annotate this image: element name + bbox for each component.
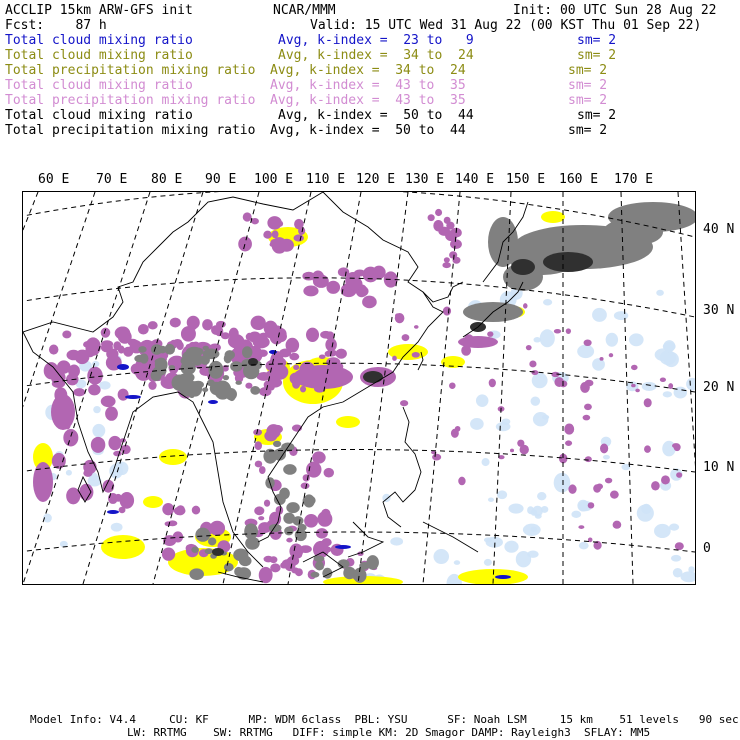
legend-smoothing: sm= 2: [577, 108, 617, 123]
cloud-patch: [336, 349, 347, 359]
deep-cloud-patch: [169, 365, 176, 369]
coastline: [23, 192, 323, 332]
light-cloud-patch: [671, 555, 681, 562]
legend-avg-range: Avg, k-index = 34 to 24: [278, 48, 474, 63]
light-cloud-patch: [654, 524, 671, 538]
cloud-patch: [455, 426, 461, 432]
deep-cloud-patch: [138, 346, 146, 353]
cloud-patch: [238, 237, 252, 252]
cloud-patch: [324, 468, 334, 478]
longitude-label: 140 E: [455, 172, 495, 187]
run-title: ACCLIP 15km ARW-GFS init: [5, 3, 193, 18]
legend-avg-range: Avg, k-index = 34 to 24: [270, 63, 466, 78]
cloud-patch: [644, 445, 651, 452]
cloud-patch: [529, 361, 536, 368]
high-cloud-patch: [117, 364, 129, 370]
deep-cloud-patch: [225, 350, 235, 359]
light-cloud-patch: [454, 560, 460, 565]
cloud-patch: [243, 212, 252, 221]
cloud-patch: [588, 502, 595, 508]
latitude-label: 40 N: [703, 222, 735, 237]
cloud-patch: [301, 483, 310, 489]
light-cloud-patch: [603, 455, 610, 460]
cloud-patch: [523, 303, 528, 308]
deep-cloud-patch: [293, 516, 304, 526]
center-title: NCAR/MMM: [273, 3, 336, 18]
high-cloud-patch: [125, 395, 141, 399]
legend-smoothing: sm= 2: [568, 63, 608, 78]
cloud-patch: [118, 389, 129, 401]
cloud-patch: [289, 353, 299, 361]
light-cloud-patch: [629, 333, 644, 346]
cloud-patch: [303, 286, 318, 297]
deep-cloud-patch: [224, 563, 234, 571]
light-cloud-patch: [99, 381, 110, 389]
legend-field-name: Total cloud mixing ratio: [5, 108, 193, 123]
cloud-patch: [414, 325, 419, 329]
cloud-patch: [584, 339, 592, 346]
cloud-patch: [458, 336, 498, 348]
cloud-patch: [554, 329, 561, 334]
deep-cloud-patch: [223, 375, 229, 380]
cloud-patch: [293, 365, 353, 389]
cloud-patch: [585, 380, 594, 387]
high-cloud-patch: [335, 545, 351, 549]
coastline: [288, 192, 443, 447]
deep-cloud-patch: [250, 386, 260, 395]
cloud-patch: [510, 449, 514, 453]
cloud-patch: [312, 451, 326, 463]
cloud-fields: [33, 202, 695, 584]
cloud-patch: [325, 338, 337, 351]
light-cloud-patch: [496, 422, 511, 431]
deep-cloud-patch: [311, 572, 320, 578]
init-time: Init: 00 UTC Sun 28 Aug 22: [513, 3, 717, 18]
map-panel: [22, 191, 696, 585]
legend-avg-range: Avg, k-index = 50 to 44: [270, 123, 466, 138]
cloud-patch: [286, 538, 292, 543]
light-cloud-patch: [664, 352, 679, 367]
legend-smoothing: sm= 2: [568, 93, 608, 108]
cloud-patch: [270, 239, 280, 248]
cloud-patch: [613, 521, 622, 529]
high-cloud-patch: [495, 575, 511, 579]
cloud-patch: [108, 436, 121, 450]
cloud-patch: [449, 382, 456, 389]
cloud-patch: [631, 384, 636, 387]
light-cloud-patch: [488, 497, 494, 501]
cloud-patch: [323, 546, 331, 552]
cloud-patch: [412, 352, 420, 358]
longitude-label: 110 E: [306, 172, 346, 187]
deep-cloud-patch: [286, 502, 299, 513]
cloud-patch: [298, 227, 305, 235]
cloud-patch: [277, 221, 283, 227]
deep-cloud-patch: [140, 353, 149, 363]
cloud-patch: [115, 327, 131, 340]
cloud-patch: [120, 492, 135, 509]
light-cloud-patch: [433, 549, 449, 564]
light-cloud-patch: [606, 333, 618, 347]
light-cloud-patch: [93, 406, 101, 413]
cloud-patch: [450, 239, 462, 249]
cloud-patch: [162, 503, 174, 515]
cloud-patch: [343, 284, 351, 293]
longitude-label: 150 E: [506, 172, 546, 187]
cloud-patch: [254, 506, 264, 515]
cloud-patch: [270, 563, 280, 572]
light-cloud-patch: [504, 541, 518, 553]
cloud-patch: [63, 429, 78, 447]
cloud-patch: [605, 478, 612, 484]
cloud-patch: [49, 344, 58, 354]
deep-cloud-patch: [244, 523, 258, 539]
light-cloud-patch: [532, 373, 548, 388]
cloud-patch: [402, 334, 410, 341]
cloud-patch: [674, 443, 681, 451]
legend-smoothing: sm= 2: [568, 123, 608, 138]
cloud-patch: [202, 319, 213, 330]
cloud-patch: [192, 506, 200, 515]
cloud-patch: [62, 330, 71, 338]
cloud-patch: [221, 332, 230, 339]
cloud-patch: [51, 394, 75, 430]
mid-cloud-patch: [101, 535, 145, 559]
light-cloud-patch: [688, 566, 694, 573]
cloud-patch: [304, 514, 318, 528]
legend-field-name: Total cloud mixing ratio: [5, 33, 193, 48]
light-cloud-patch: [484, 537, 492, 542]
cloud-patch: [105, 407, 118, 421]
legend-avg-range: Avg, k-index = 43 to 35: [270, 78, 466, 93]
cloud-patch: [584, 404, 592, 410]
cloud-patch: [444, 217, 451, 224]
cloud-patch: [583, 415, 591, 421]
light-cloud-patch: [571, 511, 581, 518]
cloud-patch: [302, 272, 315, 281]
deep-cloud-patch: [191, 546, 199, 552]
light-cloud-patch: [663, 340, 675, 352]
light-cloud-patch: [111, 523, 123, 532]
mid-cloud-patch: [143, 496, 163, 508]
cloud-patch: [138, 324, 149, 335]
legend-field-name: Total precipitation mixing ratio: [5, 63, 256, 78]
cloud-patch: [338, 267, 349, 276]
cloud-patch: [108, 493, 118, 504]
cloud-patch: [85, 346, 95, 358]
cloud-patch: [635, 389, 640, 393]
cloud-patch: [279, 239, 294, 252]
cloud-patch: [443, 306, 451, 315]
cloud-patch: [251, 316, 266, 330]
deep-cloud-patch: [202, 387, 208, 392]
cloud-patch: [258, 516, 264, 520]
cloud-patch: [101, 340, 113, 348]
cloud-patch: [565, 440, 572, 446]
cloud-patch: [609, 353, 613, 357]
light-cloud-patch: [663, 391, 672, 397]
deep-cloud-core: [543, 252, 593, 272]
cloud-patch: [600, 357, 604, 361]
latitude-label: 20 N: [703, 380, 735, 395]
deep-cloud-patch: [208, 537, 216, 545]
longitude-label: 170 E: [614, 172, 654, 187]
deep-cloud-patch: [151, 344, 163, 355]
cloud-patch: [320, 331, 331, 339]
light-cloud-patch: [674, 387, 687, 399]
cloud-patch: [33, 462, 53, 502]
cloud-patch: [442, 262, 451, 268]
cloud-patch: [264, 556, 274, 563]
longitude-label: 70 E: [96, 172, 128, 187]
light-cloud-patch: [508, 503, 523, 513]
cloud-patch: [564, 423, 574, 434]
light-cloud-patch: [614, 311, 628, 320]
longitude-label: 160 E: [559, 172, 599, 187]
cloud-patch: [216, 321, 226, 328]
longitude-label: 60 E: [38, 172, 70, 187]
light-cloud-patch: [497, 490, 507, 499]
legend-avg-range: Avg, k-index = 43 to 35: [270, 93, 466, 108]
cloud-patch: [123, 347, 133, 357]
light-cloud-patch: [66, 470, 72, 476]
light-cloud-patch: [92, 424, 105, 438]
forecast-hour: Fcst: 87 h: [5, 18, 107, 33]
light-cloud-patch: [530, 526, 536, 532]
cloud-patch: [255, 441, 262, 450]
light-cloud-patch: [476, 394, 488, 407]
cloud-patch: [317, 511, 332, 526]
legend-field-name: Total precipitation mixing ratio: [5, 93, 256, 108]
cloud-patch: [585, 456, 592, 462]
cloud-patch: [568, 484, 576, 493]
cloud-patch: [176, 505, 185, 515]
cloud-patch: [181, 326, 196, 342]
cloud-patch: [272, 230, 279, 238]
deep-cloud-patch: [366, 555, 378, 570]
cloud-patch: [444, 257, 450, 262]
deep-cloud-core: [363, 371, 383, 383]
deep-cloud-patch: [273, 441, 281, 447]
mid-cloud-patch: [336, 416, 360, 428]
deep-cloud-patch: [189, 568, 204, 580]
light-cloud-patch: [577, 345, 594, 359]
cloud-patch: [148, 321, 158, 329]
latitude-label: 0: [703, 541, 711, 556]
cloud-patch: [263, 231, 272, 239]
legend-field-name: Total cloud mixing ratio: [5, 78, 193, 93]
light-cloud-patch: [516, 551, 531, 567]
legend-smoothing: sm= 2: [577, 48, 617, 63]
longitude-label: 130 E: [405, 172, 445, 187]
cloud-patch: [660, 377, 666, 382]
cloud-patch: [400, 400, 408, 406]
mid-cloud-patch: [541, 211, 565, 223]
light-cloud-patch: [681, 571, 695, 582]
cloud-patch: [449, 251, 457, 258]
deep-cloud-patch: [303, 494, 315, 507]
light-cloud-patch: [656, 290, 664, 296]
model-info-line2: LW: RRTMG SW: RRTMG DIFF: simple KM: 2D Smagor DAMP: Rayleigh3 SFLAY: MM5: [127, 726, 651, 739]
light-cloud-patch: [470, 418, 484, 430]
legend-smoothing: sm= 2: [577, 33, 617, 48]
cloud-patch: [432, 454, 441, 461]
light-cloud-patch: [577, 500, 588, 512]
cloud-patch: [101, 396, 116, 407]
cloud-patch: [428, 214, 435, 221]
cloud-patch: [644, 398, 652, 407]
cloud-patch: [610, 490, 619, 498]
deep-cloud-patch: [284, 527, 293, 536]
cloud-patch: [651, 481, 660, 490]
light-cloud-patch: [642, 382, 657, 391]
coastline: [423, 522, 478, 552]
deep-cloud-patch: [151, 373, 158, 380]
cloud-patch: [526, 345, 532, 350]
latitude-label: 10 N: [703, 460, 735, 475]
coastline: [383, 407, 421, 527]
cloud-patch: [300, 386, 306, 392]
light-cloud-patch: [484, 559, 492, 566]
deep-cloud-core: [511, 259, 535, 275]
deep-cloud-patch: [343, 567, 356, 580]
deep-cloud-patch: [205, 548, 214, 554]
longitude-label: 80 E: [151, 172, 183, 187]
cloud-patch: [88, 384, 100, 395]
longitude-label: 120 E: [356, 172, 396, 187]
cloud-patch: [520, 445, 529, 455]
cloud-patch: [566, 328, 571, 334]
light-cloud-patch: [641, 504, 651, 514]
deep-cloud-patch: [242, 346, 252, 358]
deep-cloud-patch: [235, 381, 241, 385]
deep-cloud-core: [212, 548, 224, 556]
light-cloud-patch: [531, 396, 541, 405]
cloud-patch: [668, 383, 673, 389]
cloud-patch: [631, 365, 638, 370]
cloud-patch: [286, 338, 300, 353]
cloud-patch: [255, 461, 263, 468]
deep-cloud-patch: [233, 548, 248, 561]
cloud-patch: [87, 367, 102, 385]
light-cloud-patch: [592, 308, 607, 322]
light-cloud-patch: [669, 524, 679, 531]
longitude-label: 100 E: [254, 172, 294, 187]
cloud-patch: [266, 424, 280, 438]
cloud-patch: [83, 469, 92, 476]
cloud-patch: [91, 437, 106, 453]
cloud-patch: [600, 444, 608, 454]
cloud-patch: [362, 296, 377, 309]
cloud-patch: [434, 220, 442, 227]
deep-cloud-patch: [283, 464, 297, 475]
cloud-patch: [458, 477, 465, 486]
legend-avg-range: Avg, k-index = 23 to 9: [278, 33, 474, 48]
cloud-patch: [264, 500, 270, 507]
map-canvas: [23, 192, 695, 584]
model-info-line1: Model Info: V4.4 CU: KF MP: WDM 6class PBL: YSU SF: Noah LSM 15 km 51 levels 90 sec: [30, 713, 739, 726]
legend-field-name: Total cloud mixing ratio: [5, 48, 193, 63]
deep-cloud-patch: [203, 349, 219, 360]
cloud-patch: [303, 474, 310, 481]
cloud-patch: [170, 318, 181, 328]
high-cloud-patch: [107, 510, 119, 514]
coastline: [423, 282, 463, 302]
light-cloud-patch: [554, 473, 571, 493]
light-cloud-patch: [579, 542, 589, 550]
cloud-patch: [661, 475, 670, 484]
legend-avg-range: Avg, k-index = 50 to 44: [278, 108, 474, 123]
cloud-patch: [228, 334, 244, 348]
longitude-label: 90 E: [205, 172, 237, 187]
cloud-patch: [289, 543, 303, 558]
light-cloud-patch: [662, 441, 675, 457]
latitude-label: 30 N: [703, 303, 735, 318]
cloud-patch: [68, 364, 80, 377]
deep-cloud-patch: [318, 564, 324, 569]
cloud-patch: [363, 267, 379, 283]
cloud-patch: [148, 381, 156, 390]
longitude-gridline: [23, 192, 150, 584]
cloud-patch: [193, 342, 199, 347]
light-cloud-patch: [533, 337, 540, 342]
valid-time: Valid: 15 UTC Wed 31 Aug 22 (00 KST Thu 01 Sep 22): [310, 18, 702, 33]
cloud-patch: [293, 365, 299, 370]
cloud-patch: [676, 472, 682, 478]
cloud-patch: [489, 379, 496, 388]
light-cloud-patch: [532, 506, 543, 517]
cloud-patch: [316, 528, 328, 539]
cloud-patch: [392, 356, 397, 361]
high-cloud-patch: [208, 400, 218, 404]
cloud-patch: [293, 234, 304, 241]
light-cloud-patch: [390, 537, 403, 545]
light-cloud-patch: [543, 299, 552, 305]
legend-field-name: Total precipitation mixing ratio: [5, 123, 256, 138]
light-cloud-patch: [542, 415, 549, 420]
cloud-patch: [487, 331, 493, 336]
deep-cloud-patch: [207, 379, 215, 386]
cloud-patch: [259, 466, 266, 474]
cloud-patch: [113, 451, 122, 457]
cloud-patch: [319, 354, 326, 359]
cloud-patch: [596, 484, 603, 490]
light-cloud-patch: [382, 494, 390, 502]
cloud-patch: [73, 388, 85, 396]
cloud-patch: [162, 548, 175, 561]
cloud-patch: [248, 331, 261, 342]
light-cloud-patch: [482, 458, 490, 466]
cloud-patch: [531, 370, 538, 375]
cloud-patch: [121, 445, 131, 454]
legend-smoothing: sm= 2: [568, 78, 608, 93]
deep-cloud-patch: [269, 524, 282, 532]
deep-cloud-patch: [230, 361, 243, 371]
deep-cloud-patch: [603, 218, 663, 246]
cloud-patch: [106, 348, 118, 359]
cloud-patch: [176, 341, 183, 350]
cloud-patch: [675, 542, 684, 550]
deep-cloud-patch: [279, 488, 290, 500]
cloud-patch: [395, 313, 405, 323]
light-cloud-patch: [540, 329, 555, 347]
cloud-patch: [578, 525, 584, 529]
cloud-patch: [306, 328, 319, 342]
light-cloud-patch: [537, 492, 546, 500]
cloud-patch: [435, 209, 442, 216]
longitude-gridline: [23, 192, 38, 584]
